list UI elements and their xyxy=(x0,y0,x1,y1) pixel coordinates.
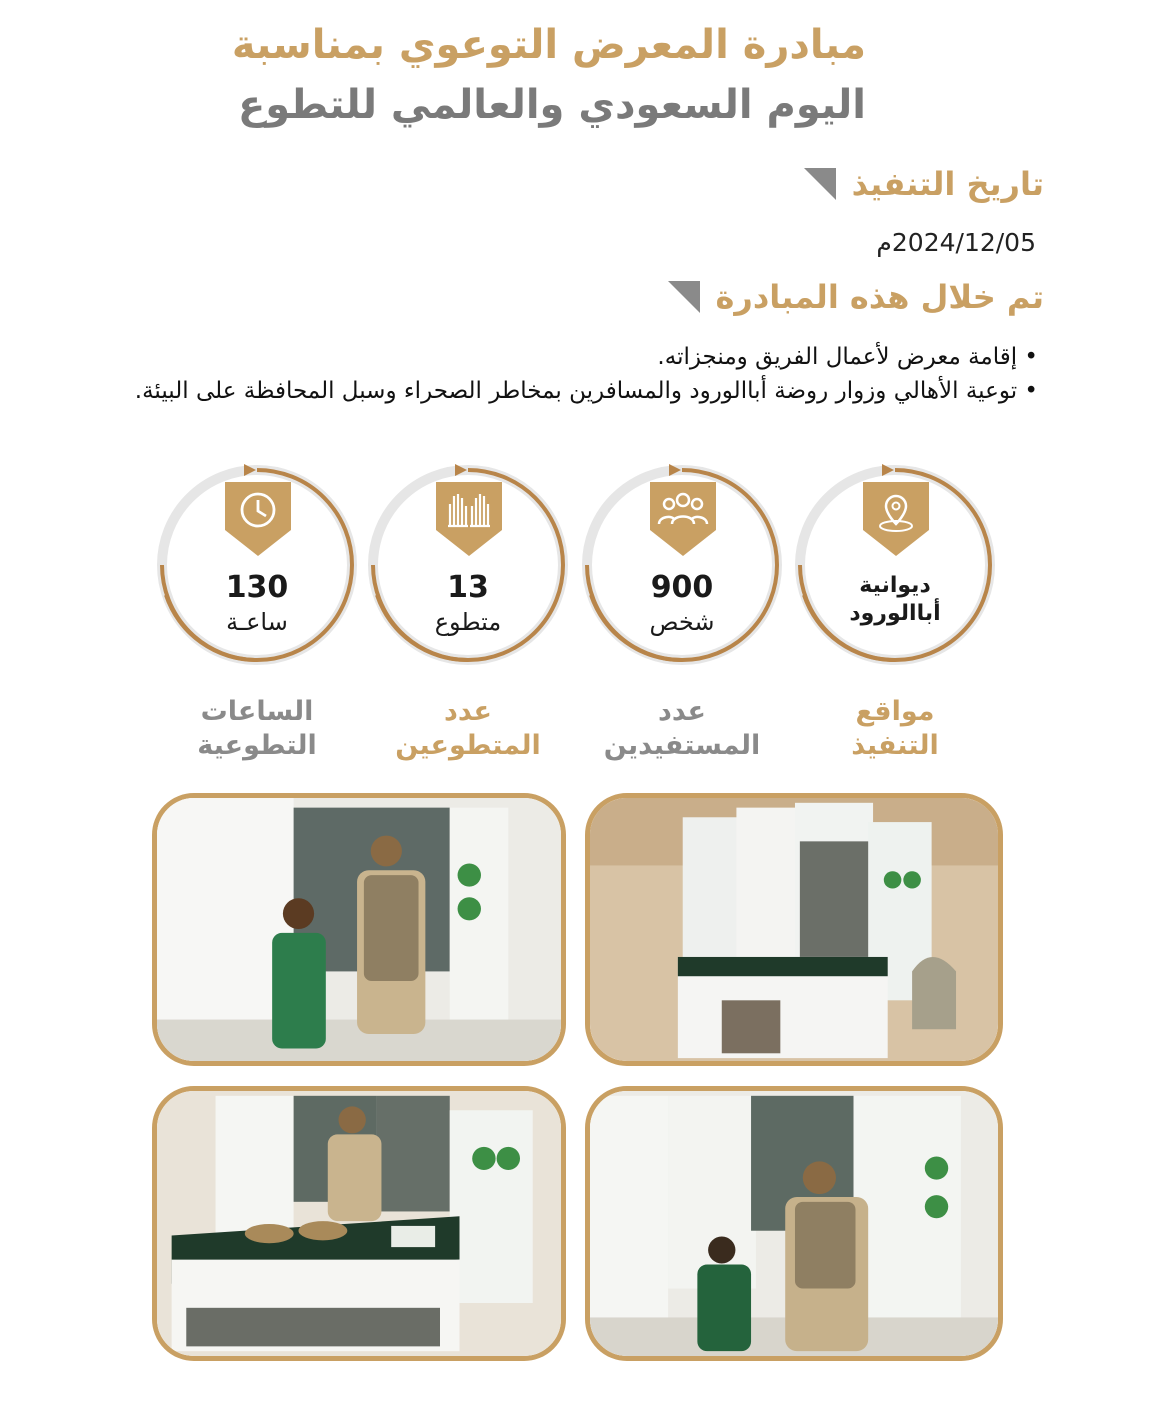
stat-label-line1: الساعات xyxy=(200,696,314,727)
page-title-line1: مبادرة المعرض التوعوي بمناسبة xyxy=(231,22,866,68)
execution-date: 2024/12/05م xyxy=(876,228,1036,257)
stat-value: 900 xyxy=(650,570,714,605)
triangle-bullet-icon xyxy=(668,281,700,313)
activity-item: • إقامة معرض لأعمال الفريق ومنجزاته. xyxy=(657,344,1038,370)
clock-icon xyxy=(225,482,291,556)
activities-section-heading xyxy=(668,278,1044,316)
stat-hours xyxy=(152,460,362,670)
photo-volunteer-handing-brochure xyxy=(585,1086,1003,1361)
stat-location-text xyxy=(790,572,1000,628)
stat-label-hours xyxy=(152,695,362,763)
activities-heading-text: تم خلال هذه المبادرة xyxy=(715,278,1044,316)
date-heading-text: تاريخ التنفيذ xyxy=(851,165,1044,203)
stat-label-beneficiaries xyxy=(577,695,787,763)
stat-label-line1: عدد xyxy=(444,696,492,727)
stat-unit: ساعـة xyxy=(226,608,288,636)
stat-label-line1: عدد xyxy=(658,696,706,727)
people-group-icon xyxy=(650,482,716,556)
page-title-line2: اليوم السعودي والعالمي للتطوع xyxy=(237,82,866,128)
stat-locations xyxy=(790,460,1000,670)
triangle-bullet-icon xyxy=(804,168,836,200)
stat-label-line2: التنفيذ xyxy=(851,730,939,761)
stat-value: 130 xyxy=(225,570,289,605)
stat-location-line2: أباالورود xyxy=(849,601,941,626)
date-section-heading xyxy=(804,165,1044,203)
stat-label-line2: المستفيدين xyxy=(603,730,761,761)
activity-item: • توعية الأهالي وزوار روضة أباالورود والمسافرين بمخاطر الصحراء وسبل المحافظة على البيئة. xyxy=(134,378,1038,404)
location-pin-icon xyxy=(863,482,929,556)
stat-label-locations xyxy=(790,695,1000,763)
raised-hands-icon xyxy=(436,482,502,556)
stat-label-line2: التطوعية xyxy=(197,730,317,761)
photo-volunteer-at-table xyxy=(152,1086,566,1361)
stat-unit: شخص xyxy=(649,608,715,636)
photo-exhibition-booth xyxy=(585,793,1003,1066)
stat-label-line1: مواقع xyxy=(855,696,935,727)
stat-label-line2: المتطوعين xyxy=(395,730,541,761)
stat-volunteers xyxy=(363,460,573,670)
stat-label-volunteers xyxy=(363,695,573,763)
stat-beneficiaries xyxy=(577,460,787,670)
stat-unit: متطوع xyxy=(434,608,502,636)
stat-value: 13 xyxy=(447,570,489,605)
stat-location-line1: ديوانية xyxy=(859,573,931,598)
activities-list xyxy=(108,340,1038,408)
photo-volunteer-with-child xyxy=(152,793,566,1066)
